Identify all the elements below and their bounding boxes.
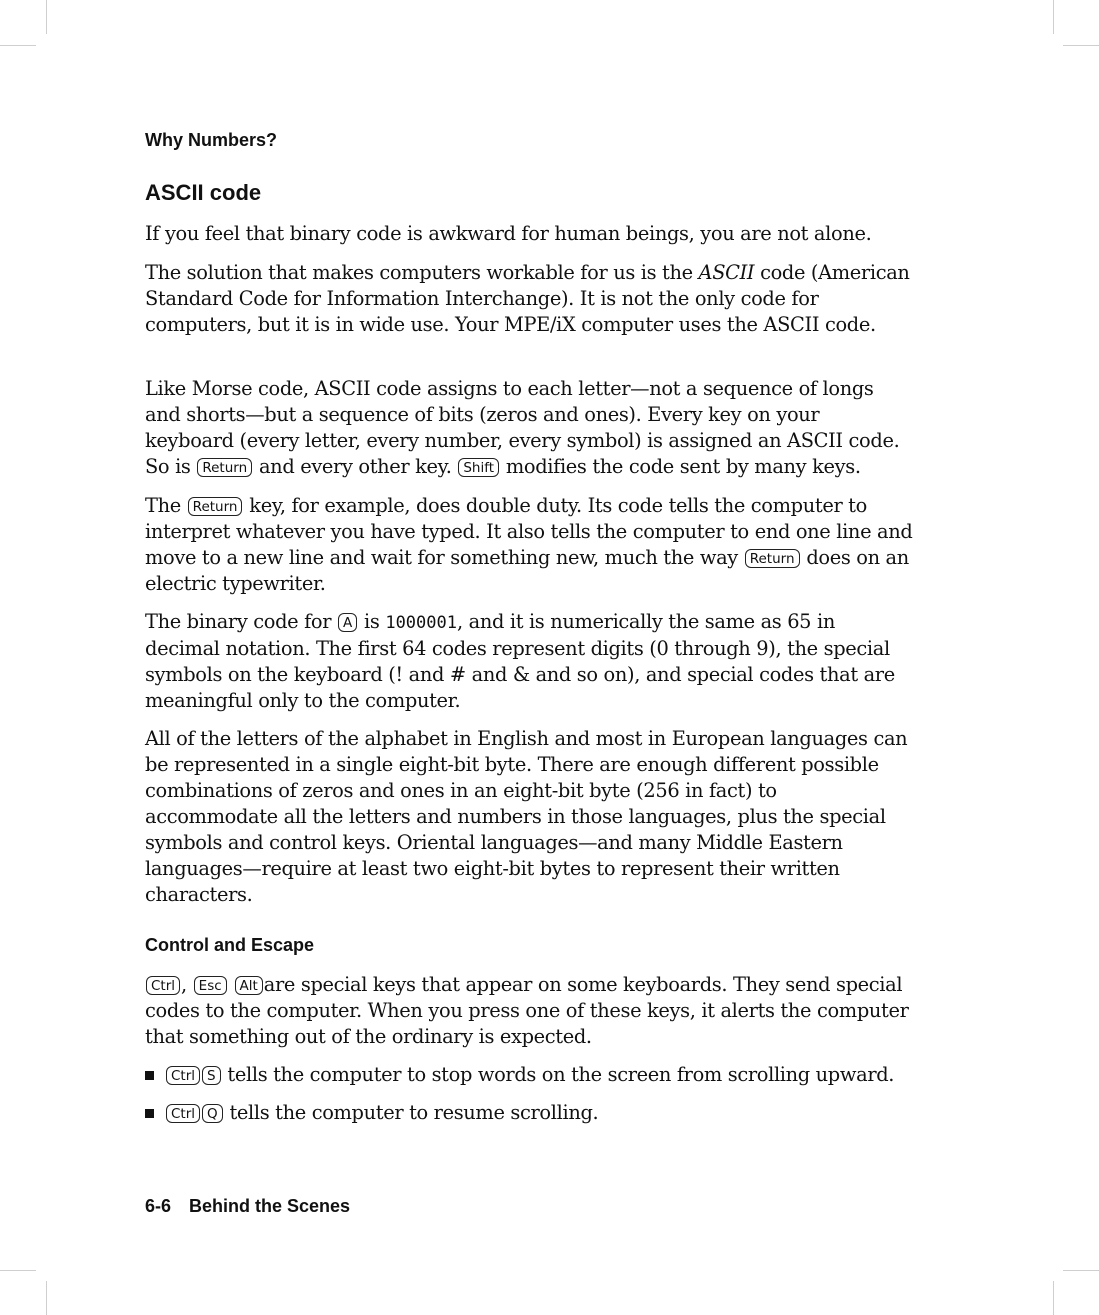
paragraph-control-keys — [145, 972, 913, 1050]
paragraph-text: The solution that makes computers workable for us is the — [145, 261, 699, 284]
paragraph-text: , — [181, 973, 193, 996]
paragraph-text: All of the letters of the alphabet in English and most in European languages can be represented in a single eight-bit byte. There are enough different possible combinations of zeros and ones in an eight-bit byte (256 in fact) to accommodate all the letters and numbers in those languages, plus the special symbols and control keys. Oriental languages—and many Middle Eastern languages—require at least two eight-bit bytes to represent their written characters. — [145, 727, 908, 906]
return-key: Return — [197, 458, 252, 477]
paragraph-text: , and it is numerically the same as 65 in decimal notation. The first 64 codes represent digits (0 through 9), the special symbols on the keyboard (! and # and & and so on), and special codes that are meaningful only to the computer. — [145, 610, 895, 712]
crop-mark — [1063, 45, 1099, 46]
paragraph-text: The — [145, 494, 187, 517]
q-key: Q — [202, 1104, 223, 1123]
crop-mark — [0, 45, 36, 46]
section-title: ASCII code — [145, 180, 262, 205]
paragraph-text: does on an electric typewriter. — [145, 546, 909, 595]
crop-mark — [46, 1281, 47, 1315]
list-item — [145, 1100, 925, 1138]
ctrl-key: Ctrl — [166, 1104, 200, 1123]
ctrl-key: Ctrl — [146, 976, 180, 995]
paragraph-text: are special keys that appear on some keyboards. They send special codes to the computer. When you press one of these keys, it alerts the computer that something out of the ordinary is expected. — [145, 973, 909, 1048]
crop-mark — [1053, 1281, 1054, 1315]
bullet-square-icon — [145, 1109, 154, 1118]
ctrl-key: Ctrl — [166, 1066, 200, 1085]
subsection-title: Control and Escape — [145, 935, 315, 955]
chapter-title: Behind the Scenes — [189, 1196, 351, 1216]
page-footer — [145, 1196, 350, 1217]
crop-mark — [1053, 0, 1054, 34]
crop-mark — [1063, 1270, 1099, 1271]
list-item — [145, 1062, 925, 1100]
bullet-square-icon — [145, 1071, 154, 1080]
binary-value: 1000001 — [385, 613, 457, 633]
esc-key: Esc — [194, 976, 227, 995]
paragraph-morse — [145, 376, 913, 480]
bullet-list — [145, 1062, 925, 1138]
paragraph-text: and every other key. — [253, 455, 458, 478]
paragraph-ascii-definition — [145, 260, 913, 338]
paragraph-text: If you feel that binary code is awkward for human beings, you are not alone. — [145, 222, 872, 245]
shift-key: Shift — [458, 458, 499, 477]
paragraph-binary-code — [145, 609, 913, 714]
list-item-text: tells the computer to stop words on the screen from scrolling upward. — [221, 1063, 895, 1086]
list-item-text: tells the computer to resume scrolling. — [223, 1101, 599, 1124]
s-key: S — [202, 1066, 221, 1085]
ascii-term: ASCII — [698, 261, 755, 284]
paragraph-intro — [145, 221, 913, 247]
return-key: Return — [188, 497, 243, 516]
crop-mark — [46, 0, 47, 34]
paragraph-text: Like Morse code, ASCII code assigns to each letter—not a sequence of longs and shorts—but a sequence of bits (zeros and ones). Every key on your keyboard (every letter, every number, every symbol) is assigned an ASCII code. So is — [145, 377, 900, 478]
paragraph-text: modifies the code sent by many keys. — [500, 455, 861, 478]
paragraph-languages — [145, 726, 913, 908]
running-head: Why Numbers? — [145, 130, 278, 150]
paragraph-text: is — [358, 610, 386, 633]
paragraph-return-key — [145, 493, 913, 597]
paragraph-text: key, for example, does double duty. Its code tells the computer to interpret whatever you have typed. It also tells the computer to end one line and move to a new line and wait for something new, much the way — [145, 494, 913, 569]
return-key: Return — [745, 549, 800, 568]
paragraph-text: code (American Standard Code for Information Interchange). It is not the only code for computers, but it is in wide use. Your MPE/iX computer uses the ASCII code. — [145, 261, 910, 336]
paragraph-text — [228, 973, 234, 996]
alt-key: Alt — [235, 976, 263, 995]
a-key: A — [338, 613, 357, 632]
page-number: 6-6 — [145, 1196, 172, 1216]
paragraph-text: The binary code for — [145, 610, 337, 633]
crop-mark — [0, 1270, 36, 1271]
